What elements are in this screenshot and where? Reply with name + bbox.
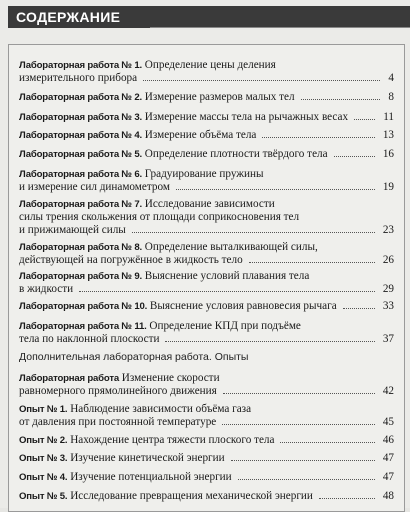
- entry-label: Лабораторная работа № 5.: [19, 149, 142, 160]
- entry-title: Определение цены деления: [141, 59, 276, 71]
- entry-title: Изучение потенциальной энергии: [67, 471, 232, 483]
- entry-label: Лабораторная работа № 4.: [19, 130, 142, 141]
- entry-page: 11: [383, 111, 394, 123]
- entry-page: 33: [382, 300, 394, 312]
- entry-page: 26: [382, 254, 394, 266]
- entry-page: 47: [382, 471, 394, 483]
- entry-title: Выяснение условия равновесия рычага: [147, 300, 337, 312]
- leader-dots: [79, 291, 375, 292]
- entry-label: Лабораторная работа № 8.: [19, 242, 142, 253]
- entry-title: Определение КПД при подъёме: [146, 320, 301, 332]
- toc-entry[interactable]: [19, 452, 394, 465]
- toc-entry[interactable]: [19, 59, 394, 85]
- entry-title: Измерение массы тела на рычажных весах: [141, 111, 349, 123]
- contents-box: [8, 44, 405, 512]
- entry-title: Измерение размеров малых тел: [141, 91, 295, 103]
- entry-title-cont: силы трения скольжения от площади соприкосновения тел: [19, 211, 300, 223]
- leader-dots: [334, 156, 375, 157]
- toc-entry[interactable]: [19, 198, 394, 237]
- toc-entry[interactable]: [19, 490, 394, 503]
- leader-dots: [222, 424, 375, 425]
- entry-label: Лабораторная работа № 6.: [19, 169, 142, 180]
- entry-title: Исследование превращения механической энергии: [67, 490, 313, 502]
- toc-entry[interactable]: [19, 270, 394, 296]
- entry-label: Лабораторная работа № 11.: [19, 321, 147, 332]
- entry-title: Изменение скорости: [118, 372, 220, 384]
- entry-page: 19: [382, 181, 394, 193]
- entry-title: Изучение кинетической энергии: [67, 452, 225, 464]
- entry-title: Выяснение условий плавания тела: [141, 270, 310, 282]
- toc-entry[interactable]: [19, 111, 394, 124]
- page-title: СОДЕРЖАНИЕ: [16, 9, 121, 25]
- toc-entry[interactable]: [19, 148, 394, 161]
- entry-title-cont: в жидкости: [19, 283, 74, 295]
- toc-entry[interactable]: [19, 91, 394, 104]
- header-rule: [150, 27, 410, 28]
- entry-title: Измерение объёма тела: [141, 129, 257, 141]
- entry-page: 8: [388, 91, 394, 103]
- entry-label: Опыт № 5.: [19, 491, 68, 502]
- entry-title: Исследование зависимости: [141, 198, 275, 210]
- toc-entry[interactable]: [19, 168, 394, 194]
- entry-title: Нахождение центра тяжести плоского тела: [67, 434, 275, 446]
- leader-dots: [343, 308, 375, 309]
- leader-dots: [223, 393, 375, 394]
- entry-title-cont: действующей на погружённое в жидкость тело: [19, 254, 243, 266]
- leader-dots: [301, 99, 381, 100]
- entry-title: Определение плотности твёрдого тела: [141, 148, 328, 160]
- toc-entry[interactable]: [19, 241, 394, 267]
- entry-title: Градуирование пружины: [141, 168, 264, 180]
- leader-dots: [262, 137, 374, 138]
- entry-page: 47: [382, 452, 394, 464]
- entry-page: 13: [382, 129, 394, 141]
- section-heading: Дополнительная лабораторная работа. Опыты: [19, 351, 249, 363]
- leader-dots: [231, 460, 375, 461]
- entry-title-cont: и измерение сил динамометром: [19, 181, 170, 193]
- entry-title-cont: и прижимающей силы: [19, 224, 126, 236]
- entry-title-cont: тела по наклонной плоскости: [19, 333, 160, 345]
- toc-entry[interactable]: [19, 434, 394, 447]
- entry-label: Лабораторная работа № 10.: [19, 301, 148, 312]
- entry-page: 23: [382, 224, 394, 236]
- leader-dots: [280, 442, 374, 443]
- entry-label: Лабораторная работа № 7.: [19, 199, 142, 210]
- leader-dots: [176, 189, 375, 190]
- leader-dots: [249, 262, 375, 263]
- leader-dots: [132, 232, 375, 233]
- entry-label: Опыт № 2.: [19, 435, 68, 446]
- entry-page: 16: [382, 148, 394, 160]
- entry-label: Лабораторная работа № 3.: [19, 112, 142, 123]
- entry-title: Наблюдение зависимости объёма газа: [67, 403, 252, 415]
- entry-label: Лабораторная работа № 1.: [19, 60, 142, 71]
- entry-page: 45: [382, 416, 394, 428]
- leader-dots: [238, 479, 375, 480]
- toc-entry[interactable]: [19, 129, 394, 142]
- contents-header: [8, 6, 410, 28]
- entry-title-cont: измерительного прибора: [19, 72, 138, 84]
- entry-page: 46: [382, 434, 394, 446]
- leader-dots: [354, 119, 375, 120]
- entry-label: Лабораторная работа: [19, 373, 119, 384]
- entry-label: Лабораторная работа № 2.: [19, 92, 142, 103]
- toc-entry[interactable]: [19, 403, 394, 429]
- entry-title-cont: от давления при постоянной температуре: [19, 416, 217, 428]
- entry-page: 29: [382, 283, 394, 295]
- leader-dots: [319, 498, 375, 499]
- toc-entry[interactable]: [19, 372, 394, 398]
- entry-label: Лабораторная работа № 9.: [19, 271, 142, 282]
- entry-label: Опыт № 3.: [19, 453, 68, 464]
- entry-page: 48: [382, 490, 394, 502]
- entry-page: 42: [382, 385, 394, 397]
- entry-title-cont: равномерного прямолинейного движения: [19, 385, 217, 397]
- toc-entry[interactable]: [19, 320, 394, 346]
- entry-label: Опыт № 4.: [19, 472, 68, 483]
- toc-entry[interactable]: [19, 300, 394, 313]
- entry-title: Определение выталкивающей силы,: [141, 241, 318, 253]
- leader-dots: [143, 80, 380, 81]
- toc-entry[interactable]: [19, 471, 394, 484]
- entry-page: 37: [382, 333, 394, 345]
- entry-label: Опыт № 1.: [19, 404, 68, 415]
- entry-page: 4: [388, 72, 394, 84]
- leader-dots: [165, 341, 374, 342]
